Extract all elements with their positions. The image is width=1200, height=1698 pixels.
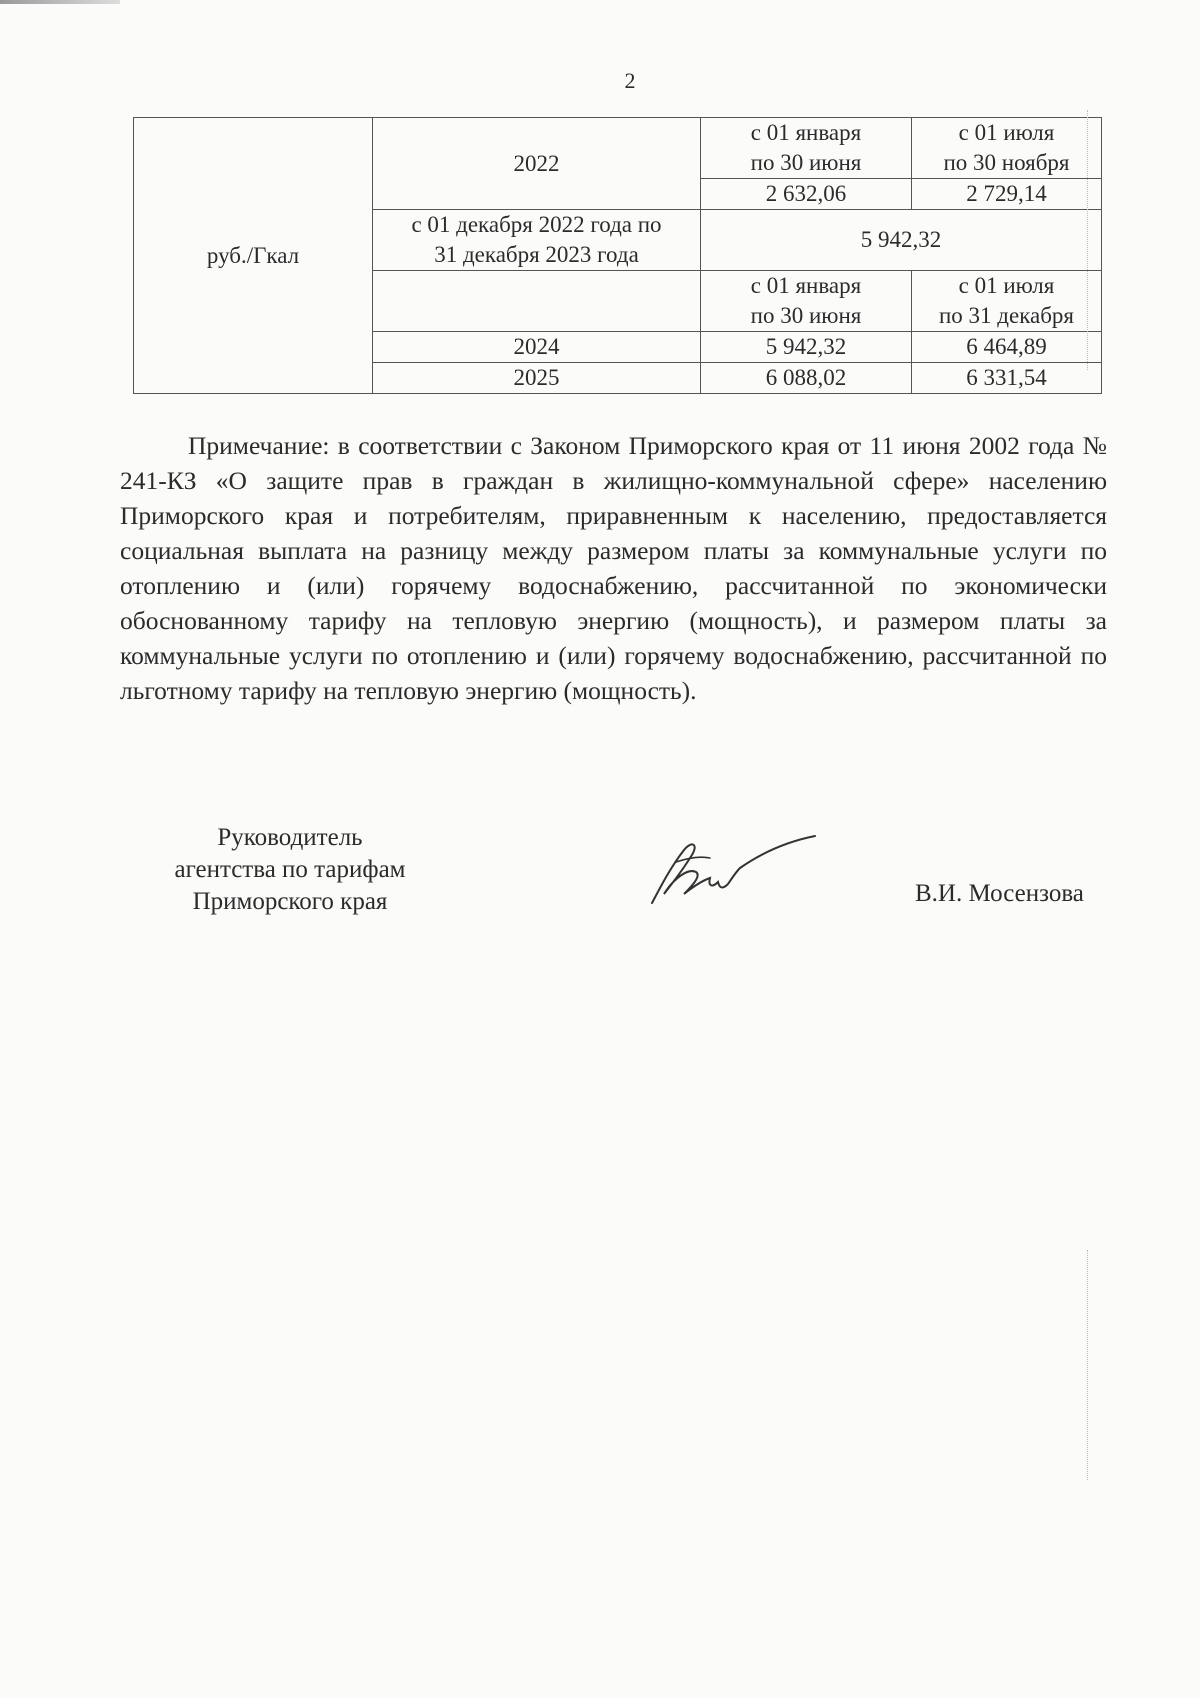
period-cell-dec2022-2023: с 01 декабря 2022 года по 31 декабря 2023 года xyxy=(373,210,701,271)
half2-value-2025: 6 331,54 xyxy=(912,363,1102,394)
period-cell-empty xyxy=(373,271,701,332)
half1-value-2022: 2 632,06 xyxy=(701,179,912,210)
note-paragraph: Примечание: в соответствии с Законом Приморского края от 11 июня 2002 года № 241-КЗ «О защите прав в граждан в жилищно-коммунальной сфере» населению Приморского края и потребителям, приравненным к населению, предоставляется социальная выплата на разницу между размером платы за коммунальные услуги по отоплению и (или) горячему водоснабжению, рассчитанной по экономически обоснованному тарифу на тепловую энергию (мощность), и размером платы за коммунальные услуги по отоплению и (или) горячему водоснабжению, рассчитанной по льготному тарифу на тепловую энергию (мощность). xyxy=(120,431,1107,705)
half1-value-2025: 6 088,02 xyxy=(701,363,912,394)
scan-noise xyxy=(1087,1250,1090,1480)
period-cell-2024: 2024 xyxy=(373,332,701,363)
unit-cell: руб./Гкал xyxy=(134,118,373,394)
tariff-table xyxy=(133,117,1102,394)
period-cell-2022: 2022 xyxy=(373,118,701,210)
half1-header-2022: с 01 января по 30 июня xyxy=(701,118,912,179)
signer-title-line: Приморского края xyxy=(192,888,388,915)
signer-title-line: агентства по тарифам xyxy=(174,856,406,883)
half1-value-2024: 5 942,32 xyxy=(701,332,912,363)
half1-header-2024: с 01 января по 30 июня xyxy=(701,271,912,332)
half2-header-2024: с 01 июля по 31 декабря xyxy=(912,271,1102,332)
half2-header-2022: с 01 июля по 30 ноября xyxy=(912,118,1102,179)
scan-edge-artifact xyxy=(0,0,120,4)
period-cell-2025: 2025 xyxy=(373,363,701,394)
value-dec2022-2023: 5 942,32 xyxy=(701,210,1102,271)
signer-name: В.И. Мосензова xyxy=(915,880,1084,907)
page-number: 2 xyxy=(624,68,636,93)
signer-title xyxy=(130,822,450,918)
half2-value-2022: 2 729,14 xyxy=(912,179,1102,210)
signer-title-line: Руководитель xyxy=(217,824,363,851)
half2-value-2024: 6 464,89 xyxy=(912,332,1102,363)
scan-noise xyxy=(1087,110,1090,370)
handwritten-signature xyxy=(640,828,820,918)
